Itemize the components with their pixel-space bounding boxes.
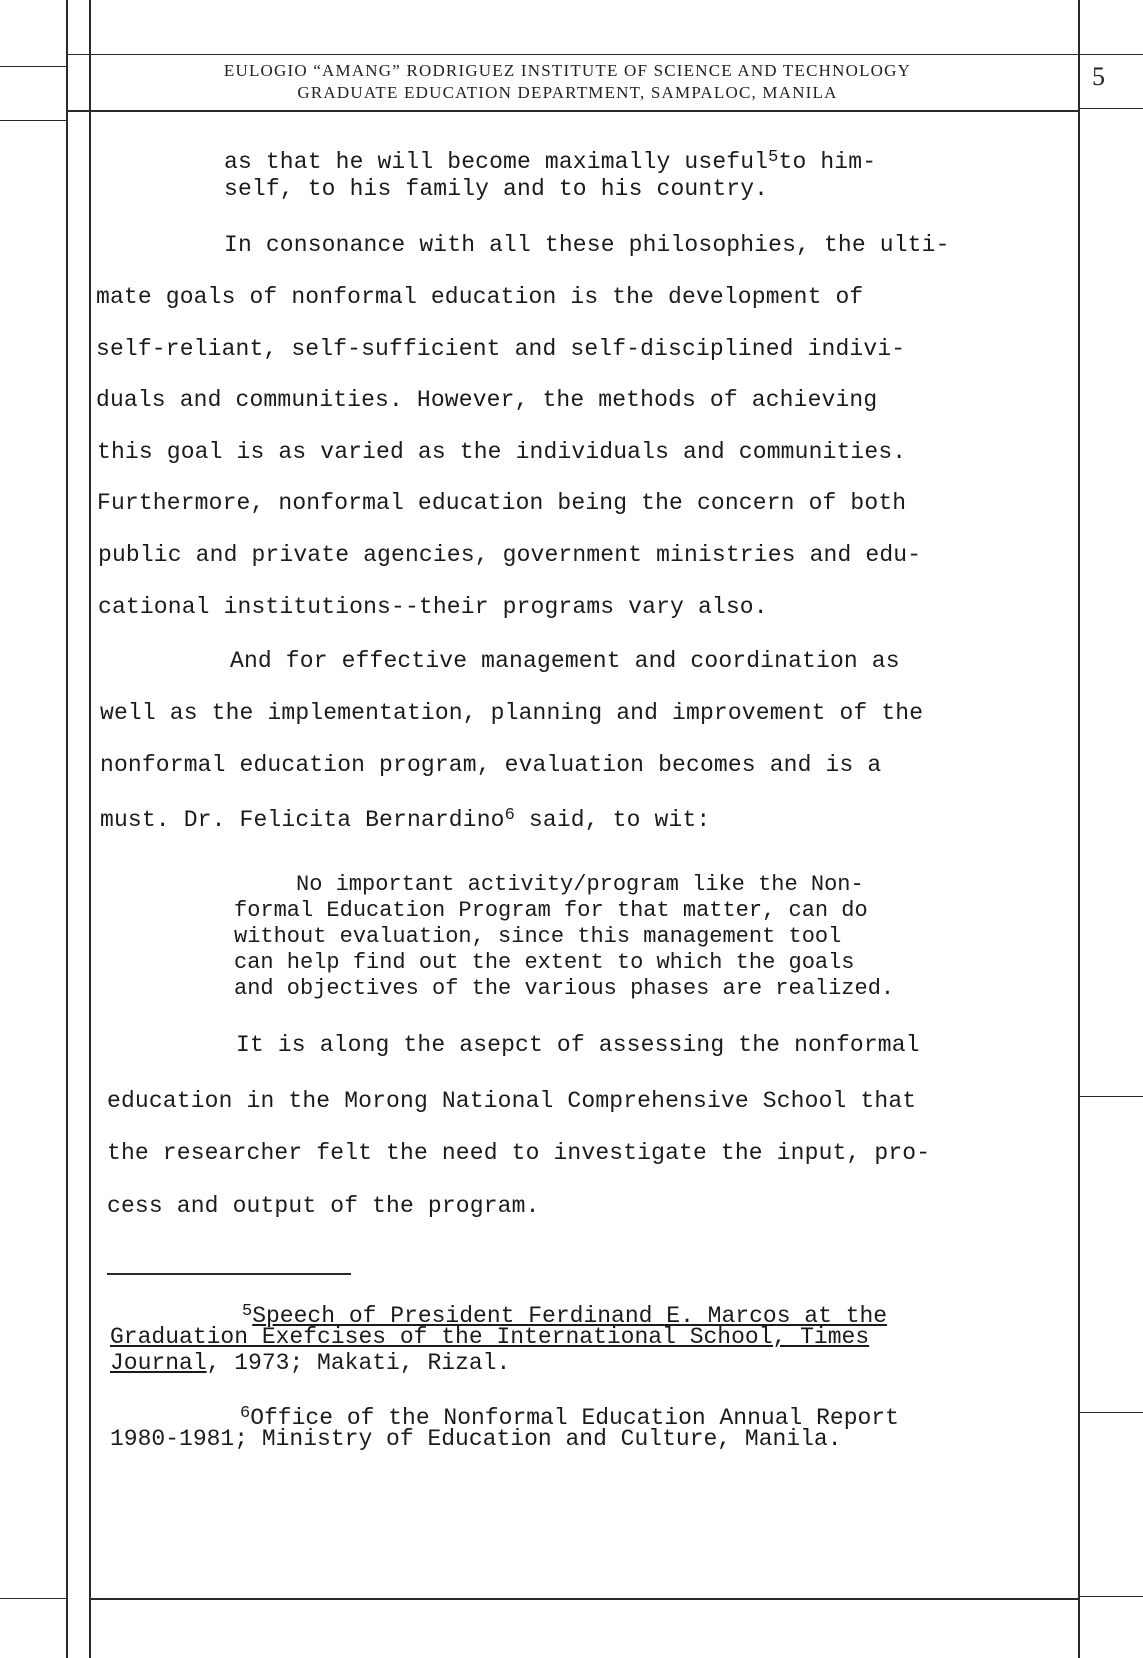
right-margin-rule — [1078, 0, 1080, 1658]
left-tick-bottom — [0, 1598, 66, 1599]
body-line: Furthermore, nonformal education being the concern of both — [97, 490, 907, 516]
header-line-2: GRADUATE EDUCATION DEPARTMENT, SAMPALOC, MANILA — [297, 83, 838, 102]
quote-line: without evaluation, since this management tool — [234, 924, 842, 949]
body-line: mate goals of nonformal education is the development of — [96, 284, 864, 310]
body-line: this goal is as varied as the individuals and communities. — [97, 439, 907, 465]
right-tick-4 — [1080, 1412, 1143, 1413]
footnote-line: 1980-1981; Ministry of Education and Culture, Manila. — [110, 1426, 842, 1452]
footnote-6: $^6$Office of the Nonformal Education Annual Report — [240, 1404, 899, 1431]
footnote-line: Graduation Exefcises of the International School, Times — [110, 1324, 870, 1350]
body-line: self, to his family and to his country. — [224, 176, 769, 202]
page-number: 5 — [1092, 62, 1105, 91]
footnote-ref-5: 5 — [768, 148, 779, 167]
body-line: as that he will become maximally useful$^5$to him- — [224, 148, 877, 175]
body-line: duals and communities. However, the methods of achieving — [96, 387, 878, 413]
body-line: nonformal education program, evaluation becomes and is a — [100, 752, 882, 778]
body-line: In consonance with all these philosophies, the ulti- — [224, 232, 950, 258]
body-line: well as the implementation, planning and improvement of the — [100, 700, 924, 726]
body-line: cess and output of the program. — [107, 1193, 540, 1219]
body-line: must. Dr. Felicita Bernardino$^6$ said, to wit: — [100, 806, 711, 833]
quote-line: can help find out the extent to which the goals — [234, 950, 855, 975]
header-bottom-rule — [68, 110, 1078, 112]
right-tick-5 — [1080, 1596, 1143, 1597]
footnote-5: $^5$Speech of President Ferdinand E. Marcos at the — [242, 1302, 888, 1329]
left-margin-rule — [66, 0, 68, 1658]
header-line-1: EULOGIO “AMANG” RODRIGUEZ INSTITUTE OF SCIENCE AND TECHNOLOGY — [223, 61, 912, 80]
right-tick-2 — [1080, 108, 1143, 109]
body-line: education in the Morong National Comprehensive School that — [107, 1088, 917, 1114]
quote-line: No important activity/program like the Non- — [296, 872, 864, 897]
inner-left-margin-rule — [89, 0, 91, 1658]
right-tick-top — [1080, 54, 1143, 55]
footnote-line: Journal, 1973; Makati, Rizal. — [110, 1350, 511, 1376]
footnote-separator — [107, 1273, 351, 1275]
quote-line: formal Education Program for that matter, can do — [234, 898, 868, 923]
page-bottom-rule — [90, 1598, 1078, 1600]
quote-line: and objectives of the various phases are realized. — [234, 976, 895, 1001]
left-tick-top — [0, 66, 66, 67]
body-line: public and private agencies, government ministries and edu- — [98, 542, 922, 568]
body-line: cational institutions--their programs vary also. — [98, 594, 768, 620]
body-line: the researcher felt the need to investigate the input, pro- — [107, 1140, 931, 1166]
header-top-rule — [68, 54, 1078, 55]
footnote-number: 5 — [242, 1302, 253, 1321]
footnote-number: 6 — [240, 1404, 251, 1423]
right-tick-3 — [1080, 1096, 1143, 1097]
left-tick-2 — [0, 120, 66, 121]
institution-header — [100, 60, 1035, 104]
body-line: It is along the asepct of assessing the nonformal — [236, 1032, 920, 1058]
footnote-ref-6: 6 — [504, 806, 515, 825]
body-line: And for effective management and coordination as — [230, 648, 900, 674]
body-line: self-reliant, self-sufficient and self-disciplined indivi- — [96, 336, 906, 362]
